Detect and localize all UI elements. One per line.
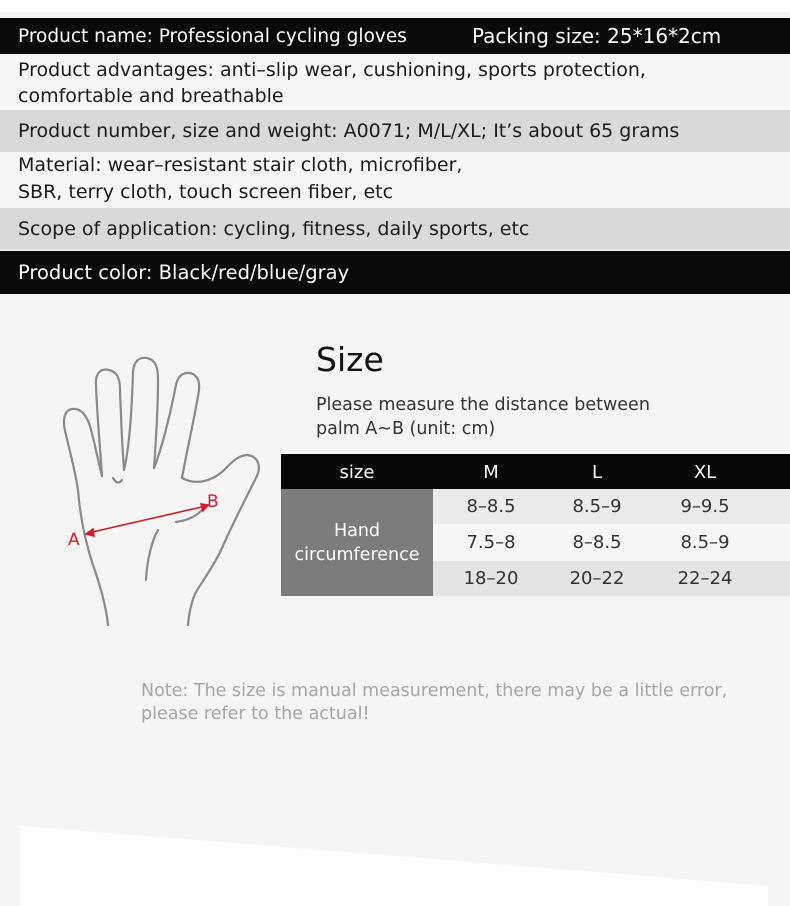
table-cell: 20–22 (569, 568, 625, 589)
scope-text: Scope of application: cycling, fitness, daily sports, etc (18, 218, 530, 240)
table-cell: 9–9.5 (680, 496, 730, 517)
note-line-1: Note: The size is manual measurement, there may be a little error, (141, 681, 728, 701)
size-table-header (281, 454, 790, 489)
spec-row-product-name (0, 18, 790, 54)
table-row (433, 525, 790, 560)
table-cell: 7.5–8 (466, 532, 516, 553)
advantages-line-1: Product advantages: anti–slip wear, cushioning, sports protection, (18, 59, 646, 81)
row-label-line-2: circumference (294, 544, 420, 565)
table-cell: 8.5–9 (680, 532, 730, 553)
table-cell: 8.5–9 (572, 496, 622, 517)
size-description (316, 393, 706, 441)
note-line-2: please refer to the actual! (141, 704, 370, 724)
point-a-label: A (68, 530, 80, 550)
row-label-hand-circumference (281, 489, 433, 596)
size-description-line-1: Please measure the distance between (316, 395, 650, 415)
material-line-1: Material: wear–resistant stair cloth, microfiber, (18, 154, 463, 176)
row-label-line-1: Hand (333, 520, 381, 541)
bottom-white-panel (0, 800, 790, 906)
header-xl: XL (693, 462, 717, 483)
spec-row-scope (0, 208, 790, 250)
size-title: Size (316, 340, 384, 379)
table-row (433, 561, 790, 596)
number-size-weight-text: Product number, size and weight: A0071; M/L/XL; It’s about 65 grams (18, 120, 680, 142)
header-l: L (591, 462, 603, 483)
header-m: M (483, 462, 499, 483)
material-line-2: SBR, terry cloth, touch screen fiber, etc (18, 181, 394, 203)
advantages-line-2: comfortable and breathable (18, 85, 284, 107)
table-cell: 18–20 (463, 568, 519, 589)
spec-row-color (0, 251, 790, 294)
point-b-label: B (207, 492, 219, 512)
top-band (0, 0, 790, 12)
hand-outline-illustration (55, 350, 270, 630)
table-row (433, 489, 790, 524)
header-size: size (339, 462, 375, 483)
table-cell: 22–24 (677, 568, 733, 589)
spec-row-advantages (0, 55, 790, 109)
packing-size-text: Packing size: 25*16*2cm (472, 24, 722, 48)
color-text: Product color: Black/red/blue/gray (18, 261, 350, 284)
table-cell: 8–8.5 (466, 496, 516, 517)
table-cell: 8–8.5 (572, 532, 622, 553)
spec-row-number-size-weight (0, 110, 790, 152)
measurement-note (141, 680, 781, 726)
product-name-text: Product name: Professional cycling gloves (18, 25, 407, 47)
spec-row-material (0, 152, 790, 207)
size-table (281, 454, 790, 596)
size-description-line-2: palm A~B (unit: cm) (316, 419, 496, 439)
